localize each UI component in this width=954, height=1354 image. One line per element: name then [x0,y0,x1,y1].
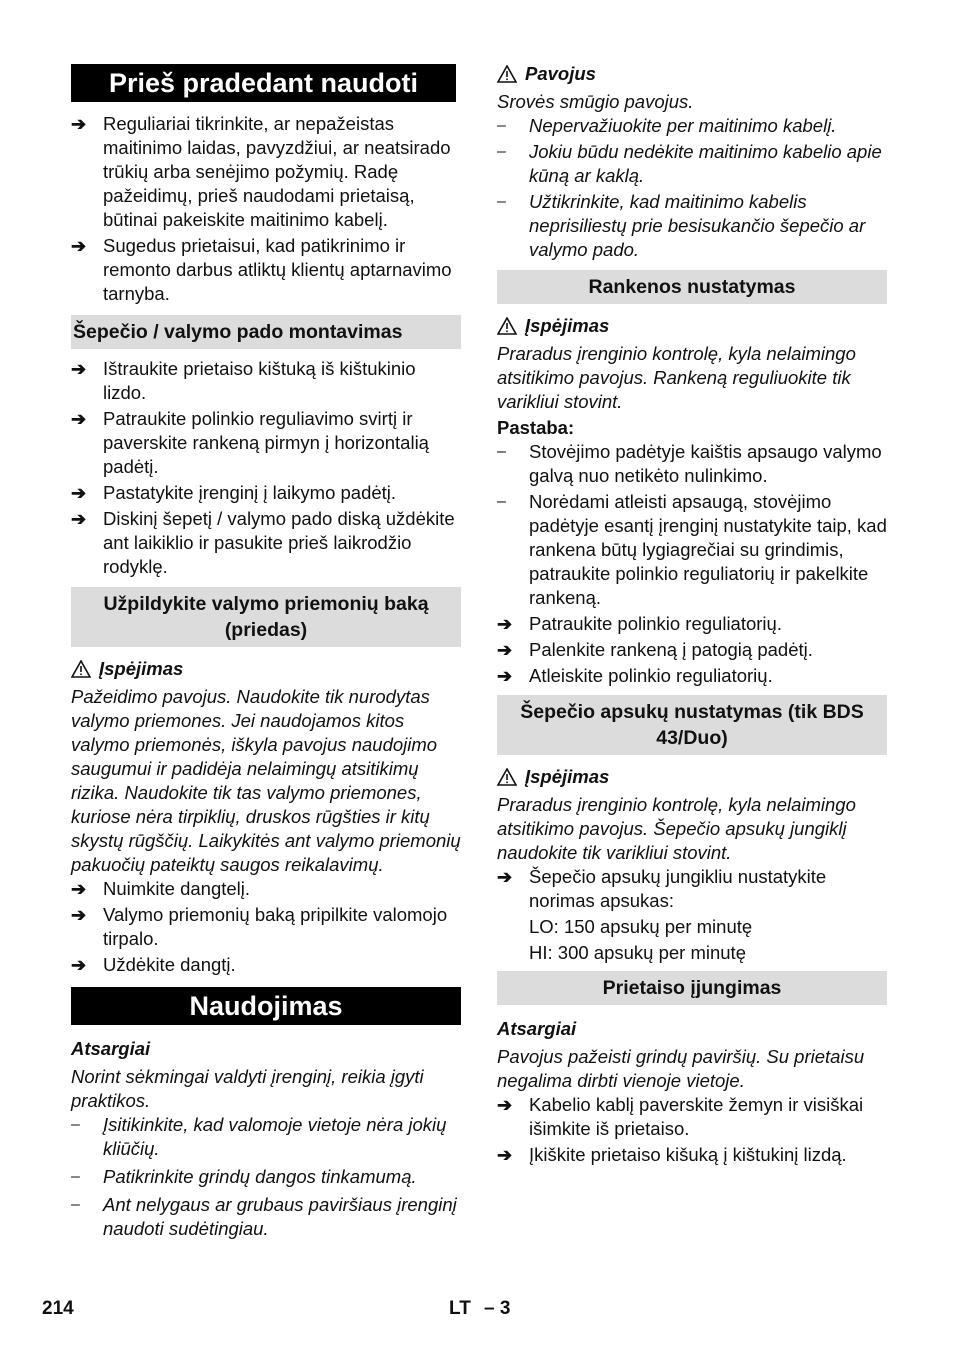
danger-heading: Pavojus [497,62,887,86]
list-item: ➔ Reguliariai tikrinkite, ar nepažeistas maitinimo laidas, pavyzdžiui, ar neatsirado trūkių arba senėjimo požymių. Radę pažeidimų, prieš naudodami prietaisą, būtinai pakeiskite maitinimo kabelį. [71,113,451,230]
arrow-icon: ➔ [71,409,87,429]
warning-text: Praradus įrenginio kontrolę, kyla nelaimingo atsitikimo pavojus. Šepečio apsukų jungiklį naudokite tik varikliui stovint. [497,794,856,863]
list-item: – Užtikrinkite, kad maitinimo kabelis neprisiliestų prie besisukančio šepečio ar valymo pado. [497,191,866,260]
dash-icon: – [71,1196,80,1213]
list-item: – Stovėjimo padėtyje kaištis apsaugo valymo galvą nuo netikėto nulinkimo. [497,441,882,486]
list-item: – Patikrinkite grindų dangos tinkamumą. [71,1166,417,1187]
warning-triangle-icon [497,768,517,786]
section-title-brush-mounting: Šepečio / valymo pado montavimas [71,315,461,349]
list-item: – Ant nelygaus ar grubaus paviršiaus įrenginį naudoti sudėtingiau. [71,1194,457,1239]
left-column [71,62,461,1241]
caution-heading: Atsargiai [71,1038,151,1059]
dash-icon: – [71,1116,80,1133]
list-item: ➔ Patraukite polinkio reguliatorių. [497,613,782,634]
list-item: ➔ Šepečio apsukų jungikliu nustatykite norimas apsukas: [497,866,827,911]
warning-text: Pažeidimo pavojus. Naudokite tik nurodytas valymo priemones. Jei naudojamos kitos valymo priemonės, iškyla pavojus naudojimo saugumui ir padidėja nelaimingų atsitikimų rizika. Naudokite tik tas valymo priemones, kuriose nėra tirpiklių, druskos rūgšties ir kitų skystų rūgščių. Laikykitės ant valymo priemonių pakuočių pateiktų saugos reikalavimų. [71,686,461,875]
right-column [497,62,887,1167]
arrow-icon: ➔ [71,483,87,503]
list-item: ➔ Ištraukite prietaiso kištuką iš kištukinio lizdo. [71,358,416,403]
list-item: – Įsitikinkite, kad valomoje vietoje nėra jokių kliūčių. [71,1114,447,1159]
section-title-before-use: Prieš pradedant naudoti [71,64,456,102]
arrow-icon: ➔ [71,879,87,899]
footer-language: LT [449,1298,471,1319]
warning-heading: Įspėjimas [71,657,461,681]
warning-heading: Įspėjimas [497,314,887,338]
section-title-fill-tank: Užpildykite valymo priemonių baką (priedas) [71,587,461,647]
arrow-icon: ➔ [497,666,513,686]
arrow-icon: ➔ [71,359,87,379]
list-item: – Norėdami atleisti apsaugą, stovėjimo padėtyje esantį įrenginį nustatykite taip, kad rankena būtų lygiagrečiai su grindimis, patraukite polinkio reguliatorių ir pakelkite rankeną. [497,491,887,608]
section-title-handle-adjust: Rankenos nustatymas [497,270,887,304]
arrow-icon: ➔ [71,955,87,975]
list-item: ➔ Kabelio kablį paverskite žemyn ir visiškai išimkite iš prietaiso. [497,1094,864,1139]
list-item: – Jokiu būdu nedėkite maitinimo kabelio apie kūną ar kaklą. [497,141,882,186]
section-title-brush-speed: Šepečio apsukų nustatymas (tik BDS 43/Duo) [497,695,887,755]
arrow-icon: ➔ [497,867,513,887]
warning-heading: Įspėjimas [497,765,887,789]
list-item: ➔ Diskinį šepetį / valymo pado diską uždėkite ant laikiklio ir pasukite prieš laikrodžio rodyklę. [71,508,455,577]
dash-icon: – [71,1168,80,1185]
list-item: ➔ Nuimkite dangtelį. [71,878,251,899]
dash-icon: – [497,493,506,510]
speed-lo: LO: 150 apsukų per minutę [529,916,753,937]
section-title-usage: Naudojimas [71,987,461,1025]
arrow-icon: ➔ [497,640,513,660]
list-item: ➔ Uždėkite dangtį. [71,954,236,975]
arrow-icon: ➔ [497,1095,513,1115]
speed-hi: HI: 300 apsukų per minutę [529,942,746,963]
warning-triangle-icon [497,65,517,83]
dash-icon: – [497,117,506,134]
danger-text: Srovės smūgio pavojus. [497,91,694,112]
arrow-icon: ➔ [497,614,513,634]
section-title-switch-on: Prietaiso įjungimas [497,971,887,1005]
footer-section-number: – 3 [484,1298,511,1319]
page-number: 214 [42,1298,74,1319]
arrow-icon: ➔ [71,236,87,256]
warning-triangle-icon [497,317,517,335]
list-item: ➔ Patraukite polinkio reguliavimo svirtį ir paverskite rankeną pirmyn į horizontalią padėtį. [71,408,429,477]
dash-icon: – [497,193,506,210]
caution-heading: Atsargiai [497,1018,577,1039]
caution-text: Pavojus pažeisti grindų paviršių. Su prietaisu negalima dirbti vienoje vietoje. [497,1046,865,1091]
arrow-icon: ➔ [71,114,87,134]
list-item: ➔ Valymo priemonių baką pripilkite valomojo tirpalo. [71,904,448,949]
arrow-icon: ➔ [71,509,87,529]
list-item: ➔ Sugedus prietaisui, kad patikrinimo ir remonto darbus atliktų klientų aptarnavimo tarnyba. [71,235,452,304]
arrow-icon: ➔ [497,1145,513,1165]
caution-text: Norint sėkmingai valdyti įrenginį, reikia įgyti praktikos. [71,1066,424,1111]
dash-icon: – [497,443,506,460]
arrow-icon: ➔ [71,905,87,925]
list-item: – Nepervažiuokite per maitinimo kabelį. [497,115,837,136]
warning-text: Praradus įrenginio kontrolę, kyla nelaimingo atsitikimo pavojus. Rankeną reguliuokite tik varikliui stovint. [497,343,856,412]
note-label: Pastaba: [497,417,575,438]
list-item: ➔ Atleiskite polinkio reguliatorių. [497,665,773,686]
list-item: ➔ Palenkite rankeną į patogią padėtį. [497,639,813,660]
warning-triangle-icon [71,660,91,678]
list-item: ➔ Pastatykite įrenginį į laikymo padėtį. [71,482,397,503]
list-item: ➔ Įkiškite prietaiso kišuką į kištukinį lizdą. [497,1144,847,1165]
dash-icon: – [497,143,506,160]
